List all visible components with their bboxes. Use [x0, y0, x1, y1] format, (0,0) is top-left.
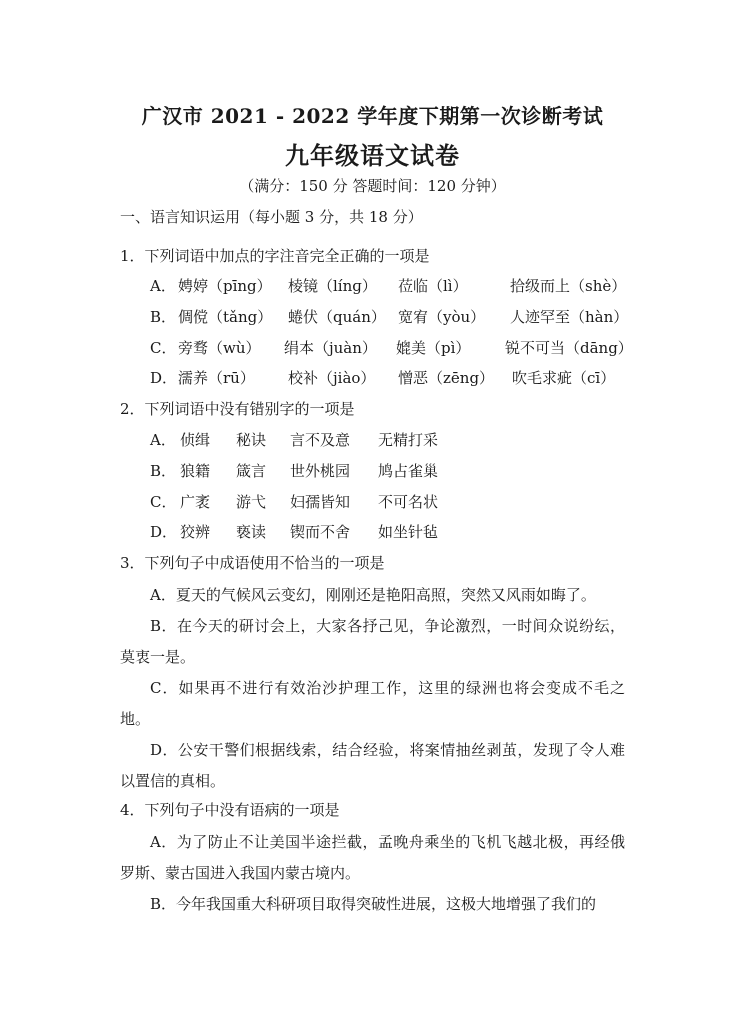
- question-3-options: [120, 580, 625, 797]
- option-item: 倜傥（tǎng）: [178, 308, 273, 326]
- option-label: A．: [150, 277, 176, 295]
- option-item: 人迹罕至（hàn）: [510, 308, 629, 326]
- option-item: 广袤: [180, 493, 211, 511]
- question-3-option-d: D．公安干警们根据线索，结合经验，将案情抽丝剥茧，发现了令人难以置信的真相。: [120, 741, 625, 790]
- section-heading: 一、语言知识运用（每小题 3 分，共 18 分）: [120, 208, 423, 226]
- exam-title: 广汉市 2021 - 2022 学年度下期第一次诊断考试: [141, 104, 604, 128]
- option-item: 濡养（rū）: [178, 369, 255, 387]
- option-label: C．: [150, 493, 177, 511]
- option-item: 箴言: [236, 462, 267, 480]
- option-item: 绢本（juàn）: [284, 339, 377, 357]
- option-label: D．: [150, 369, 178, 387]
- question-3-option-b: B．在今天的研讨会上，大家各抒己见，争论激烈，一时间众说纷纭，莫衷一是。: [120, 617, 625, 666]
- option-item: 吹毛求疵（cī）: [512, 369, 616, 387]
- option-item: 狡辨: [180, 523, 211, 541]
- option-item: 无精打采: [378, 431, 439, 449]
- option-item: 宽宥（yòu）: [398, 308, 486, 326]
- option-item: 妇孺皆知: [290, 493, 351, 511]
- option-item: 如坐针毡: [378, 523, 439, 541]
- option-item: 鸠占雀巢: [378, 462, 439, 480]
- question-1-stem: 1．下列词语中加点的字注音完全正确的一项是: [120, 247, 430, 265]
- option-item: 旁骛（wù）: [178, 339, 261, 357]
- option-item: 棱镜（línɡ）: [288, 277, 377, 295]
- option-label: B．: [150, 462, 177, 480]
- option-item: 莅临（lì）: [398, 277, 468, 295]
- option-label: B．: [150, 308, 177, 326]
- option-item: 世外桃园: [290, 462, 351, 480]
- option-item: 拾级而上（shè）: [510, 277, 627, 295]
- option-item: 锲而不舍: [290, 523, 351, 541]
- question-2-stem: 2．下列词语中没有错别字的一项是: [120, 400, 355, 418]
- question-3-option-a: A．夏天的气候风云变幻，刚刚还是艳阳高照，突然又风雨如晦了。: [150, 586, 596, 604]
- option-label: C．: [150, 339, 177, 357]
- exam-subject-title: 九年级语文试卷: [285, 141, 460, 170]
- option-label: A．: [150, 431, 176, 449]
- option-item: 娉婷（pīng）: [178, 277, 272, 295]
- exam-info: （满分：150 分 答题时间：120 分钟）: [239, 177, 506, 195]
- option-item: 言不及意: [290, 431, 351, 449]
- question-3-option-c: C．如果再不进行有效治沙护理工作，这里的绿洲也将会变成不毛之地。: [120, 679, 625, 728]
- question-4-option-a: A．为了防止不让美国半途拦截，孟晚舟乘坐的飞机飞越北极，再经俄罗斯、蒙古国进入我国内蒙古境内。: [120, 833, 625, 882]
- option-item: 校补（jiào）: [288, 369, 376, 387]
- question-4-options: [120, 827, 625, 920]
- option-item: 锐不可当（dāng）: [505, 339, 633, 357]
- option-item: 侦缉: [180, 431, 211, 449]
- option-item: 秘诀: [236, 431, 267, 449]
- option-item: 不可名状: [378, 493, 439, 511]
- option-item: 狼籍: [180, 462, 211, 480]
- option-item: 游弋: [236, 493, 267, 511]
- option-item: 憎恶（zēng）: [398, 369, 495, 387]
- option-label: D．: [150, 523, 178, 541]
- question-4-option-b: B．今年我国重大科研项目取得突破性进展，这极大地增强了我们的: [150, 895, 597, 913]
- question-3-stem: 3．下列句子中成语使用不恰当的一项是: [120, 554, 385, 572]
- question-4-stem: 4．下列句子中没有语病的一项是: [120, 801, 340, 819]
- option-item: 蜷伏（quán）: [288, 308, 386, 326]
- option-item: 亵读: [236, 523, 267, 541]
- option-item: 媲美（pì）: [396, 339, 471, 357]
